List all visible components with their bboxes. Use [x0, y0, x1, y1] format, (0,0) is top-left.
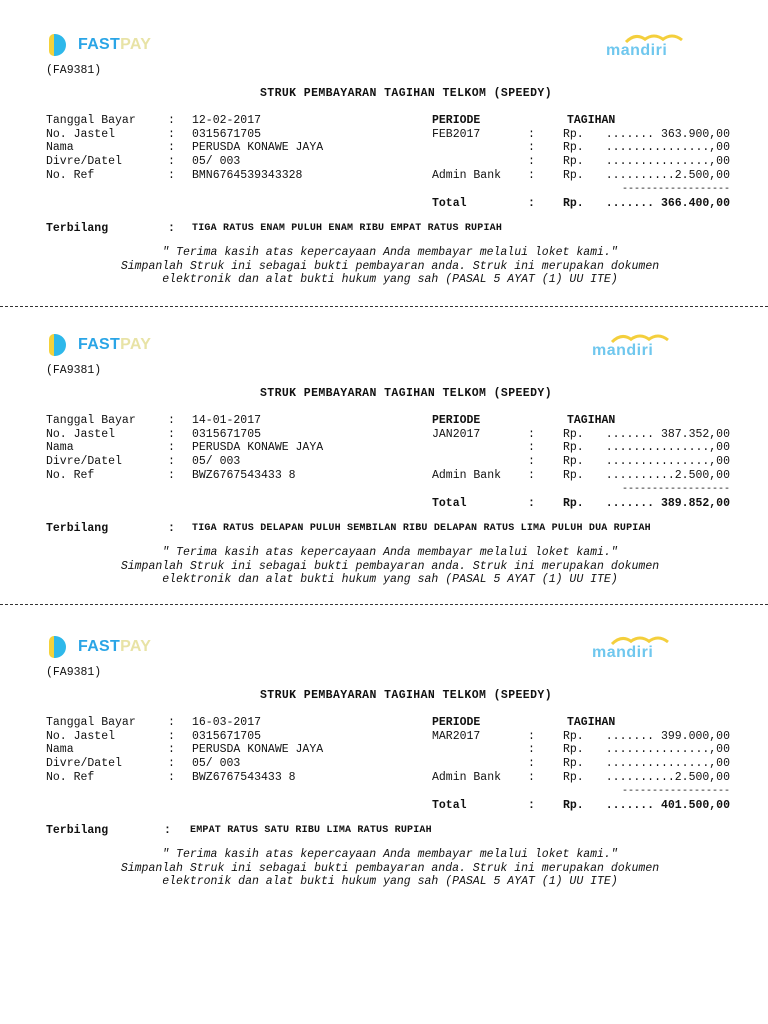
colon: :	[168, 222, 175, 235]
value-divre-datel: 05/ 003	[192, 455, 241, 469]
cut-line	[0, 604, 768, 605]
colon: :	[168, 716, 175, 729]
tagihan-amount: Rp. ....... 399.000,00	[563, 729, 730, 743]
colon: :	[164, 824, 171, 837]
total-label: Total	[432, 799, 467, 813]
thanks-text: " Terima kasih atas kepercayaan Anda membayar melalui loket kami."	[162, 546, 618, 559]
value-no-jastel: 0315671705	[192, 427, 262, 441]
value-nama: PERUSDA KONAWE JAYA	[192, 743, 324, 757]
periode-value: FEB2017	[432, 127, 481, 141]
total-amount: Rp. ....... 366.400,00	[563, 197, 730, 211]
terbilang-value: EMPAT RATUS SATU RIBU LIMA RATUS RUPIAH	[190, 825, 432, 836]
admin-bank-label: Admin Bank	[432, 468, 502, 482]
label-no-ref: No. Ref	[46, 770, 95, 784]
total-separator: ------------------	[621, 183, 730, 195]
colon: :	[528, 155, 535, 169]
fastpay-logo-text: FAST	[78, 336, 121, 353]
value-no-ref: BWZ6767543433 8	[192, 468, 296, 482]
colon: :	[528, 757, 535, 771]
tagihan-amount: Rp. ...............,00	[563, 757, 730, 771]
admin-bank-label: Admin Bank	[432, 770, 502, 784]
colon: :	[168, 468, 175, 482]
label-no-ref: No. Ref	[46, 168, 95, 182]
cut-line	[0, 306, 768, 307]
tagihan-header: TAGIHAN	[567, 716, 616, 729]
colon: :	[168, 455, 175, 469]
colon: :	[168, 127, 175, 141]
colon: :	[528, 197, 535, 211]
terbilang-value: TIGA RATUS DELAPAN PULUH SEMBILAN RIBU DELAPAN RATUS LIMA PULUH DUA RUPIAH	[192, 523, 651, 534]
label-no-jastel: No. Jastel	[46, 729, 116, 743]
terbilang-label: Terbilang	[46, 522, 109, 535]
legal-text: elektronik dan alat bukti hukum yang sah (PASAL 5 AYAT (1) UU ITE)	[162, 273, 618, 286]
tagihan-amount: Rp. ....... 363.900,00	[563, 127, 730, 141]
payment-receipt-1	[0, 30, 768, 330]
colon: :	[168, 757, 175, 771]
label-divre-datel: Divre/Datel	[46, 757, 122, 771]
keep-receipt-text: Simpanlah Struk ini sebagai bukti pembayaran anda. Struk ini merupakan dokumen	[120, 861, 660, 875]
total-separator: ------------------	[621, 785, 730, 797]
value-no-ref: BWZ6767543433 8	[192, 770, 296, 784]
admin-bank-amount: Rp. ..........2.500,00	[563, 468, 730, 482]
receipt-footer-note	[0, 546, 768, 587]
receipt-code: (FA9381)	[46, 666, 102, 679]
terbilang-value: TIGA RATUS ENAM PULUH ENAM RIBU EMPAT RATUS RUPIAH	[192, 223, 503, 234]
admin-bank-amount: Rp. ..........2.500,00	[563, 168, 730, 182]
keep-receipt-text: Simpanlah Struk ini sebagai bukti pembayaran anda. Struk ini merupakan dokumen	[120, 259, 660, 273]
tagihan-header: TAGIHAN	[567, 414, 616, 427]
tagihan-header: TAGIHAN	[567, 114, 616, 127]
value-nama: PERUSDA KONAWE JAYA	[192, 141, 324, 155]
colon: :	[168, 743, 175, 757]
terbilang-label: Terbilang	[46, 824, 109, 837]
value-no-ref: BMN6764539343328	[192, 168, 303, 182]
label-no-jastel: No. Jastel	[46, 427, 116, 441]
colon: :	[528, 441, 535, 455]
colon: :	[168, 414, 175, 427]
receipt-code: (FA9381)	[46, 364, 102, 377]
label-nama: Nama	[46, 743, 74, 757]
label-no-jastel: No. Jastel	[46, 127, 116, 141]
colon: :	[168, 441, 175, 455]
label-nama: Nama	[46, 141, 74, 155]
colon: :	[528, 141, 535, 155]
admin-bank-amount: Rp. ..........2.500,00	[563, 770, 730, 784]
label-divre-datel: Divre/Datel	[46, 155, 122, 169]
colon: :	[528, 799, 535, 813]
colon: :	[168, 168, 175, 182]
receipt-title: STRUK PEMBAYARAN TAGIHAN TELKOM (SPEEDY)	[259, 689, 553, 702]
value-tanggal-bayar: 14-01-2017	[192, 414, 262, 427]
colon: :	[168, 729, 175, 743]
tagihan-amount: Rp. ...............,00	[563, 141, 730, 155]
receipt-title: STRUK PEMBAYARAN TAGIHAN TELKOM (SPEEDY)	[259, 387, 553, 400]
value-nama: PERUSDA KONAWE JAYA	[192, 441, 324, 455]
value-tanggal-bayar: 16-03-2017	[192, 716, 262, 729]
colon: :	[168, 114, 175, 127]
periode-header: PERIODE	[432, 414, 481, 427]
fastpay-logo-text: FAST	[78, 36, 121, 53]
tagihan-amount: Rp. ...............,00	[563, 743, 730, 757]
label-divre-datel: Divre/Datel	[46, 455, 122, 469]
mandiri-logo-text: mandiri	[606, 42, 668, 59]
colon: :	[528, 497, 535, 511]
value-tanggal-bayar: 12-02-2017	[192, 114, 262, 127]
colon: :	[528, 729, 535, 743]
receipt-title: STRUK PEMBAYARAN TAGIHAN TELKOM (SPEEDY)	[259, 87, 553, 100]
tagihan-amount: Rp. ...............,00	[563, 455, 730, 469]
value-divre-datel: 05/ 003	[192, 757, 241, 771]
mandiri-logo-text: mandiri	[592, 644, 654, 661]
periode-value: JAN2017	[432, 427, 481, 441]
fastpay-mark-icon	[46, 634, 72, 660]
periode-header: PERIODE	[432, 114, 481, 127]
tagihan-amount: Rp. ....... 387.352,00	[563, 427, 730, 441]
tagihan-amount: Rp. ...............,00	[563, 441, 730, 455]
fastpay-mark-icon	[46, 332, 72, 358]
receipt-footer-note	[0, 246, 768, 287]
total-amount: Rp. ....... 401.500,00	[563, 799, 730, 813]
colon: :	[168, 770, 175, 784]
colon: :	[168, 522, 175, 535]
terbilang-label: Terbilang	[46, 222, 109, 235]
payment-receipt-3	[0, 632, 768, 932]
total-amount: Rp. ....... 389.852,00	[563, 497, 730, 511]
value-no-jastel: 0315671705	[192, 729, 262, 743]
label-no-ref: No. Ref	[46, 468, 95, 482]
colon: :	[168, 155, 175, 169]
colon: :	[168, 141, 175, 155]
thanks-text: " Terima kasih atas kepercayaan Anda membayar melalui loket kami."	[162, 848, 618, 861]
colon: :	[528, 127, 535, 141]
fastpay-logo	[46, 30, 151, 60]
periode-header: PERIODE	[432, 716, 481, 729]
colon: :	[528, 455, 535, 469]
colon: :	[168, 427, 175, 441]
label-tanggal-bayar: Tanggal Bayar	[46, 716, 136, 729]
value-no-jastel: 0315671705	[192, 127, 262, 141]
colon: :	[528, 770, 535, 784]
label-tanggal-bayar: Tanggal Bayar	[46, 114, 136, 127]
total-separator: ------------------	[621, 483, 730, 495]
periode-value: MAR2017	[432, 729, 481, 743]
colon: :	[528, 468, 535, 482]
colon: :	[528, 427, 535, 441]
receipt-code: (FA9381)	[46, 64, 102, 77]
fastpay-logo	[46, 330, 151, 360]
receipt-footer-note	[0, 848, 768, 889]
colon: :	[528, 743, 535, 757]
value-divre-datel: 05/ 003	[192, 155, 241, 169]
label-nama: Nama	[46, 441, 74, 455]
tagihan-amount: Rp. ...............,00	[563, 155, 730, 169]
thanks-text: " Terima kasih atas kepercayaan Anda membayar melalui loket kami."	[162, 246, 618, 259]
fastpay-logo-text: FAST	[78, 638, 121, 655]
mandiri-logo-text: mandiri	[592, 342, 654, 359]
fastpay-logo-text-light: PAY	[120, 638, 152, 655]
fastpay-mark-icon	[46, 32, 72, 58]
legal-text: elektronik dan alat bukti hukum yang sah (PASAL 5 AYAT (1) UU ITE)	[162, 875, 618, 888]
admin-bank-label: Admin Bank	[432, 168, 502, 182]
fastpay-logo	[46, 632, 151, 662]
total-label: Total	[432, 497, 467, 511]
payment-receipt-2	[0, 330, 768, 630]
colon: :	[528, 168, 535, 182]
label-tanggal-bayar: Tanggal Bayar	[46, 414, 136, 427]
fastpay-logo-text-light: PAY	[120, 336, 152, 353]
legal-text: elektronik dan alat bukti hukum yang sah (PASAL 5 AYAT (1) UU ITE)	[162, 573, 618, 586]
total-label: Total	[432, 197, 467, 211]
keep-receipt-text: Simpanlah Struk ini sebagai bukti pembayaran anda. Struk ini merupakan dokumen	[120, 559, 660, 573]
fastpay-logo-text-light: PAY	[120, 36, 152, 53]
